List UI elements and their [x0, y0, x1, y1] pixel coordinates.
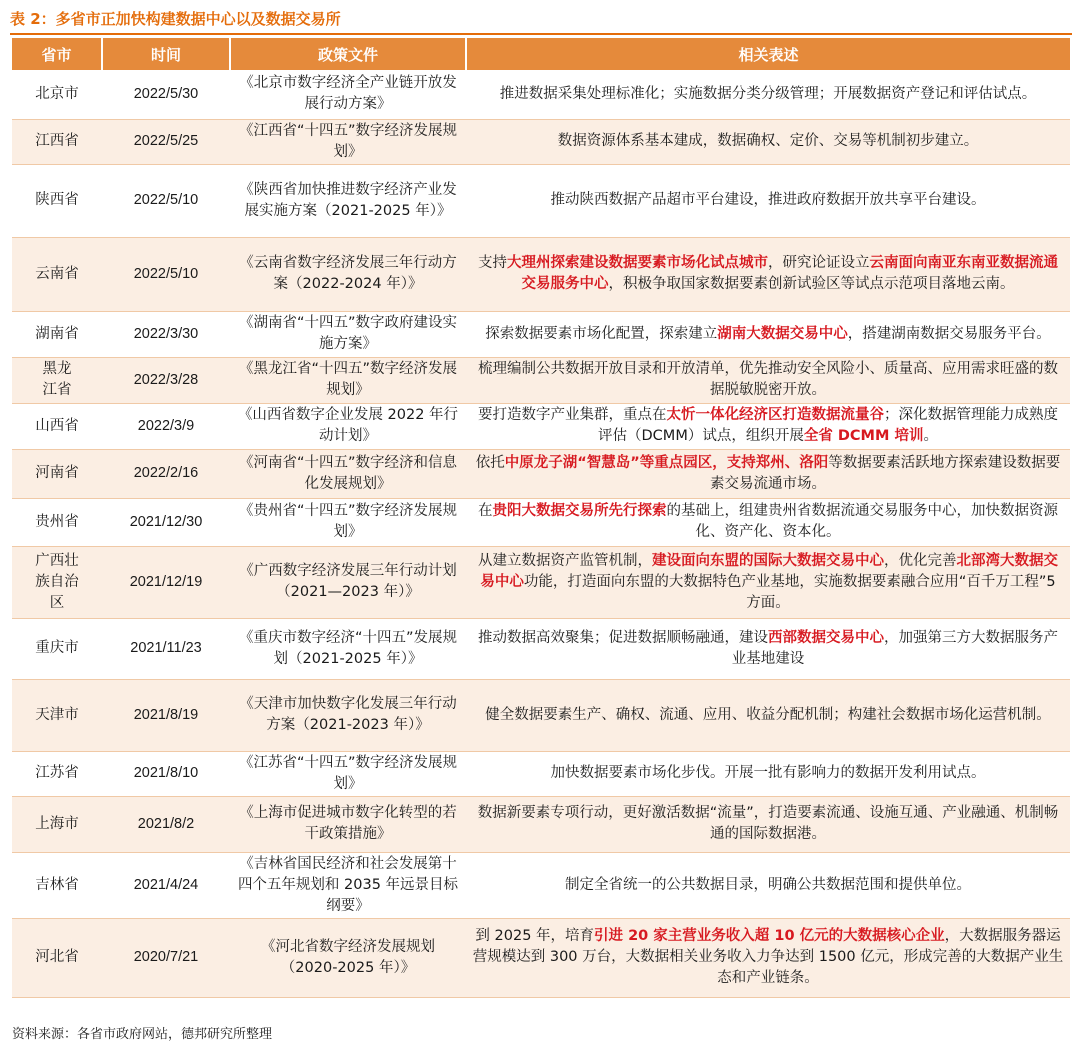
table-row	[12, 164, 1070, 237]
cell-description	[466, 403, 1070, 449]
description-text: 在	[478, 503, 493, 519]
cell-policy-document: 《北京市数字经济全产业链开放发展行动方案》	[230, 70, 466, 119]
cell-date: 2021/4/24	[102, 852, 230, 918]
cell-province	[12, 546, 102, 618]
highlighted-text: 云南面向南亚东南亚数据流通交易服务中心	[521, 255, 1058, 292]
description-text: 数据新要素专项行动，更好激活数据“流量”，打造要素流通、设施互通、产业融通、机制畅通的国际数据港。	[477, 805, 1059, 842]
cell-date: 2022/5/25	[102, 119, 230, 164]
cell-province	[12, 70, 102, 119]
highlighted-text: 太忻一体化经济区打造数据流量谷	[666, 407, 884, 423]
cell-description	[466, 119, 1070, 164]
cell-description	[466, 311, 1070, 357]
cell-date: 2022/5/10	[102, 164, 230, 237]
table-body	[12, 70, 1070, 997]
table-row	[12, 796, 1070, 852]
table-row	[12, 449, 1070, 498]
description-text: 到 2025 年，培育	[475, 928, 595, 944]
table-title: 表 2：多省市正加快构建数据中心以及数据交易所	[10, 10, 341, 28]
highlighted-text: 西部数据交易中心	[768, 629, 884, 646]
description-text: 要打造数字产业集群，重点在	[478, 407, 667, 423]
highlighted-text: 湖南大数据交易中心	[717, 325, 848, 342]
table-row	[12, 70, 1070, 119]
cell-description	[466, 357, 1070, 403]
cell-province	[12, 357, 102, 403]
description-text: ，大数据服务器运营规模达到 300 万台，大数据相关业务收入力争达到 1500 亿元，形成完善的大数据产业生态和产业链条。	[472, 928, 1064, 986]
cell-description	[466, 164, 1070, 237]
cell-province	[12, 751, 102, 796]
cell-date: 2020/7/21	[102, 918, 230, 997]
province-text: 黑龙江省	[42, 361, 72, 398]
cell-date: 2021/12/30	[102, 498, 230, 546]
description-text: 支持	[478, 255, 507, 271]
description-text: 推动陕西数据产品超市平台建设，推进政府数据开放共享平台建设。	[550, 192, 986, 208]
table-row	[12, 498, 1070, 546]
description-text: 等数据要素活跃地方探索建设数据要素交易流通市场。	[710, 454, 1061, 492]
cell-description	[466, 796, 1070, 852]
table-row	[12, 918, 1070, 997]
cell-policy-document: 《重庆市数字经济“十四五”发展规划（2021-2025 年）》	[230, 618, 466, 679]
cell-policy-document: 《上海市促进城市数字化转型的若干政策措施》	[230, 796, 466, 852]
cell-policy-document: 《吉林省国民经济和社会发展第十四个五年规划和 2035 年远景目标纲要》	[230, 852, 466, 918]
cell-province	[12, 679, 102, 751]
table-row	[12, 679, 1070, 751]
cell-policy-document: 《山西省数字企业发展 2022 年行动计划》	[230, 403, 466, 449]
header-province: 省市	[12, 38, 102, 70]
cell-date: 2022/5/10	[102, 237, 230, 311]
cell-policy-document: 《云南省数字经济发展三年行动方案（2022-2024 年）》	[230, 237, 466, 311]
cell-description	[466, 918, 1070, 997]
cell-date: 2021/12/19	[102, 546, 230, 618]
policy-table	[12, 38, 1070, 998]
table-row	[12, 403, 1070, 449]
description-text: 健全数据要素生产、确权、流通、应用、收益分配机制；构建社会数据市场化运营机制。	[485, 706, 1051, 723]
table-row	[12, 237, 1070, 311]
description-text: 制定全省统一的公共数据目录，明确公共数据范围和提供单位。	[565, 876, 971, 893]
cell-date: 2022/5/30	[102, 70, 230, 119]
header-description: 相关表述	[466, 38, 1070, 70]
cell-province	[12, 796, 102, 852]
description-text: 梳理编制公共数据开放目录和开放清单，优先推动安全风险小、质量高、应用需求旺盛的数据脱敏脱密开放。	[478, 361, 1058, 398]
province-text: 北京市	[35, 85, 79, 102]
cell-date: 2022/3/9	[102, 403, 230, 449]
description-text: 。	[923, 428, 938, 444]
description-text: 推进数据采集处理标准化；实施数据分类分级管理；开展数据资产登记和评估试点。	[499, 85, 1037, 102]
cell-province	[12, 918, 102, 997]
highlighted-text: 中原龙子湖“智慧岛”等重点园区，支持郑州、洛阳	[504, 454, 829, 471]
cell-province	[12, 237, 102, 311]
cell-policy-document: 《河南省“十四五”数字经济和信息化发展规划》	[230, 449, 466, 498]
cell-policy-document: 《陕西省加快推进数字经济产业发展实施方案（2021-2025 年）》	[230, 164, 466, 237]
cell-province	[12, 403, 102, 449]
cell-description	[466, 498, 1070, 546]
province-text: 广西壮族自治区	[35, 552, 79, 611]
table-row	[12, 852, 1070, 918]
description-text: ，优化完善	[884, 552, 957, 569]
description-text: ，加强第三方大数据服务产业基地建设	[731, 629, 1058, 667]
table-row	[12, 119, 1070, 164]
cell-date: 2022/3/30	[102, 311, 230, 357]
highlighted-text: 全省 DCMM 培训	[803, 428, 924, 444]
source-note: 资料来源：各省市政府网站，德邦研究所整理	[12, 1027, 273, 1042]
description-text: ，积极争取国家数据要素创新试验区等试点示范项目落地云南。	[608, 276, 1015, 292]
description-text: 依托	[475, 454, 505, 471]
description-text: ，研究论证设立	[768, 255, 870, 271]
cell-policy-document: 《天津市加快数字化发展三年行动方案（2021-2023 年）》	[230, 679, 466, 751]
cell-date: 2021/8/10	[102, 751, 230, 796]
province-text: 山西省	[35, 417, 79, 434]
cell-description	[466, 751, 1070, 796]
header-date: 时间	[102, 38, 230, 70]
cell-policy-document: 《贵州省“十四五”数字经济发展规划》	[230, 498, 466, 546]
table-row	[12, 311, 1070, 357]
cell-policy-document: 《江苏省“十四五”数字经济发展规划》	[230, 751, 466, 796]
cell-policy-document: 《广西数字经济发展三年行动计划（2021—2023 年）》	[230, 546, 466, 618]
province-text: 吉林省	[35, 876, 79, 893]
highlighted-text: 引进 20 家主营业务收入超 10 亿元的大数据核心企业	[594, 928, 945, 944]
highlighted-text: 建设面向东盟的国际大数据交易中心	[652, 552, 884, 569]
cell-province	[12, 164, 102, 237]
province-text: 江苏省	[35, 765, 79, 781]
province-text: 河北省	[35, 949, 79, 965]
cell-description	[466, 546, 1070, 618]
cell-policy-document: 《湖南省“十四五”数字政府建设实施方案》	[230, 311, 466, 357]
header-row	[12, 38, 1070, 70]
province-text: 河南省	[35, 465, 79, 481]
cell-province	[12, 852, 102, 918]
description-text: 探索数据要素市场化配置，探索建立	[485, 325, 718, 342]
highlighted-text: 大理州探索建设数据要素市场化试点城市	[507, 255, 768, 271]
table-row	[12, 618, 1070, 679]
cell-description	[466, 237, 1070, 311]
cell-description	[466, 618, 1070, 679]
province-text: 陕西省	[35, 192, 79, 208]
table-row	[12, 546, 1070, 618]
province-text: 贵州省	[35, 513, 79, 530]
cell-province	[12, 449, 102, 498]
description-text: 功能，打造面向东盟的大数据特色产业基地，实施数据要素融合应用“百千万工程”5 方面。	[523, 573, 1056, 611]
highlighted-text: 贵阳大数据交易所先行探索	[492, 503, 667, 519]
cell-policy-document: 《河北省数字经济发展规划（2020-2025 年）》	[230, 918, 466, 997]
description-text: 加快数据要素市场化步伐。开展一批有影响力的数据开发利用试点。	[550, 765, 986, 781]
cell-date: 2022/2/16	[102, 449, 230, 498]
cell-province	[12, 618, 102, 679]
cell-province	[12, 498, 102, 546]
province-text: 江西省	[35, 133, 79, 149]
title-rule	[10, 33, 1072, 35]
header-policy-document: 政策文件	[230, 38, 466, 70]
cell-policy-document: 《江西省“十四五”数字经济发展规划》	[230, 119, 466, 164]
description-text: 数据资源体系基本建成，数据确权、定价、交易等机制初步建立。	[557, 133, 979, 149]
cell-policy-document: 《黑龙江省“十四五”数字经济发展规划》	[230, 357, 466, 403]
province-text: 湖南省	[35, 325, 79, 342]
table-row	[12, 357, 1070, 403]
cell-date: 2022/3/28	[102, 357, 230, 403]
cell-description	[466, 852, 1070, 918]
province-text: 上海市	[35, 815, 79, 832]
cell-province	[12, 311, 102, 357]
cell-date: 2021/8/19	[102, 679, 230, 751]
description-text: 从建立数据资产监管机制，	[478, 552, 652, 569]
province-text: 云南省	[35, 265, 79, 282]
table-row	[12, 751, 1070, 796]
description-text: ；深化数据管理能力成熟度评估（DCMM）试点，组织开展	[598, 407, 1058, 444]
cell-description	[466, 449, 1070, 498]
highlighted-text: 北部湾大数据交易中心	[480, 552, 1058, 590]
cell-description	[466, 70, 1070, 119]
cell-province	[12, 119, 102, 164]
description-text: 的基础上，组建贵州省数据流通交易服务中心，加快数据资源化、资产化、资本化。	[666, 503, 1058, 540]
cell-date: 2021/8/2	[102, 796, 230, 852]
province-text: 重庆市	[35, 640, 79, 656]
cell-date: 2021/11/23	[102, 618, 230, 679]
province-text: 天津市	[35, 706, 79, 723]
cell-description	[466, 679, 1070, 751]
description-text: ，搭建湖南数据交易服务平台。	[847, 325, 1051, 342]
description-text: 推动数据高效聚集；促进数据顺畅融通，建设	[478, 629, 768, 646]
